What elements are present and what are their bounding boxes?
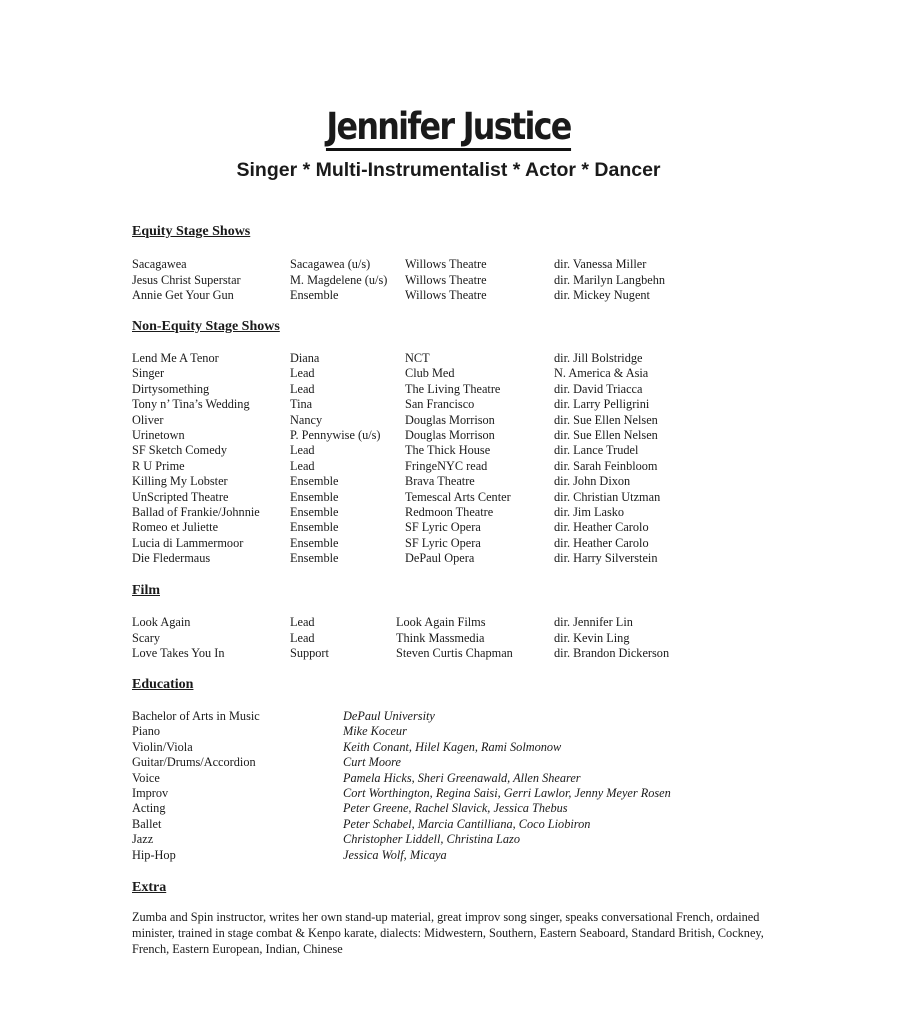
- section-title-equity: Equity Stage Shows: [132, 224, 251, 239]
- education-teacher: DePaul University: [343, 709, 435, 723]
- nonequity-row: [0, 351, 897, 366]
- education-subject: Guitar/Drums/Accordion: [132, 755, 256, 770]
- education-subject: Violin/Viola: [132, 739, 193, 754]
- education-row: [0, 801, 897, 816]
- nonequity-role: P. Pennywise (u/s): [290, 428, 381, 442]
- nonequity-venue: Club Med: [405, 366, 455, 381]
- education-subject: Piano: [132, 724, 161, 739]
- nonequity-venue: Brava Theatre: [405, 474, 475, 489]
- nonequity-director: dir. Sue Ellen Nelsen: [554, 428, 658, 442]
- nonequity-show: R U Prime: [132, 458, 185, 473]
- education-row: [0, 786, 897, 801]
- equity-row: [0, 288, 897, 303]
- nonequity-role: Ensemble: [290, 551, 339, 566]
- education-row: [0, 832, 897, 847]
- equity-role: Sacagawea (u/s): [290, 257, 371, 271]
- section-title-nonequity: Non-Equity Stage Shows: [132, 319, 280, 334]
- nonequity-director: N. America & Asia: [554, 366, 649, 381]
- nonequity-show: SF Sketch Comedy: [132, 443, 227, 458]
- education-teacher: Peter Schabel, Marcia Cantilliana, Coco Liobiron: [343, 816, 591, 831]
- nonequity-venue: San Francisco: [405, 397, 475, 412]
- education-row: [0, 724, 897, 739]
- education-teacher: Christopher Liddell, Christina Lazo: [343, 832, 520, 847]
- section-title-education: Education: [132, 677, 194, 692]
- nonequity-director: dir. Sue Ellen Nelsen: [554, 412, 658, 427]
- nonequity-row: [0, 474, 897, 489]
- equity-row: [0, 273, 897, 288]
- nonequity-show: Oliver: [132, 412, 164, 427]
- education-subject: Improv: [132, 786, 169, 800]
- equity-role: Ensemble: [290, 288, 339, 302]
- equity-venue: Willows Theatre: [405, 272, 487, 287]
- nonequity-row: [0, 490, 897, 505]
- nonequity-venue: Temescal Arts Center: [405, 489, 511, 504]
- nonequity-director: dir. Jill Bolstridge: [554, 351, 643, 365]
- nonequity-role: Lead: [290, 366, 315, 381]
- education-row: [0, 755, 897, 770]
- nonequity-director: dir. Heather Carolo: [554, 535, 649, 550]
- education-teacher: Curt Moore: [343, 755, 401, 770]
- education-row: [0, 817, 897, 832]
- nonequity-row: [0, 382, 897, 397]
- education-subject: Jazz: [132, 832, 154, 847]
- film-director: dir. Brandon Dickerson: [554, 646, 670, 660]
- nonequity-director: dir. Heather Carolo: [554, 520, 649, 535]
- equity-role: M. Magdelene (u/s): [290, 272, 388, 287]
- nonequity-row: [0, 551, 897, 566]
- nonequity-venue: NCT: [405, 351, 430, 365]
- equity-show: Jesus Christ Superstar: [132, 272, 241, 287]
- education-teacher: Mike Koceur: [343, 724, 407, 739]
- nonequity-row: [0, 520, 897, 535]
- nonequity-show: Romeo et Juliette: [132, 520, 219, 535]
- extra-text: Zumba and Spin instructor, writes her own stand-up material, great improv song singer, speaks conversational French, ordained minister, trained in stage combat & Kenpo karate, dialects: Midwestern, Southern, Eastern Seaboard, Standard British, Cockney, French, Eastern European, Indian, Chinese: [132, 910, 764, 956]
- nonequity-role: Ensemble: [290, 474, 339, 489]
- nonequity-role: Lead: [290, 381, 315, 396]
- equity-venue: Willows Theatre: [405, 257, 487, 271]
- nonequity-role: Diana: [290, 351, 320, 365]
- nonequity-show: Die Fledermaus: [132, 551, 211, 566]
- nonequity-role: Ensemble: [290, 505, 339, 519]
- equity-director: dir. Vanessa Miller: [554, 257, 647, 271]
- film-row: [0, 615, 897, 630]
- film-company: Steven Curtis Chapman: [396, 646, 513, 660]
- nonequity-venue: Douglas Morrison: [405, 412, 495, 427]
- film-title: Look Again: [132, 615, 191, 629]
- education-subject: Ballet: [132, 816, 162, 831]
- education-teacher: Keith Conant, Hilel Kagen, Rami Solmonow: [343, 739, 562, 754]
- nonequity-row: [0, 397, 897, 412]
- nonequity-role: Lead: [290, 443, 315, 458]
- education-row: [0, 709, 897, 724]
- nonequity-show: Tony n’ Tina’s Wedding: [132, 397, 250, 412]
- nonequity-show: Killing My Lobster: [132, 474, 228, 489]
- film-role: Lead: [290, 630, 315, 645]
- nonequity-show: UnScripted Theatre: [132, 489, 229, 504]
- nonequity-role: Ensemble: [290, 520, 339, 535]
- equity-show: Sacagawea: [132, 257, 187, 271]
- nonequity-venue: The Thick House: [405, 443, 491, 458]
- film-title: Scary: [132, 630, 160, 645]
- nonequity-director: dir. Harry Silverstein: [554, 551, 658, 566]
- nonequity-row: [0, 536, 897, 551]
- education-row: [0, 771, 897, 786]
- nonequity-row: [0, 505, 897, 520]
- film-company: Think Massmedia: [396, 630, 485, 645]
- equity-director: dir. Marilyn Langbehn: [554, 272, 665, 287]
- nonequity-role: Lead: [290, 458, 315, 473]
- education-teacher: Cort Worthington, Regina Saisi, Gerri Lawlor, Jenny Meyer Rosen: [343, 786, 671, 800]
- education-row: [0, 848, 897, 863]
- equity-show: Annie Get Your Gun: [132, 288, 234, 302]
- equity-venue: Willows Theatre: [405, 288, 487, 302]
- nonequity-show: Lend Me A Tenor: [132, 351, 219, 365]
- nonequity-venue: Redmoon Theatre: [405, 505, 494, 519]
- resume-tagline: Singer * Multi-Instrumentalist * Actor * Dancer: [236, 159, 661, 181]
- equity-director: dir. Mickey Nugent: [554, 288, 650, 302]
- film-row: [0, 631, 897, 646]
- education-subject: Hip-Hop: [132, 847, 176, 862]
- education-subject: Bachelor of Arts in Music: [132, 709, 260, 723]
- nonequity-role: Ensemble: [290, 535, 339, 550]
- film-role: Lead: [290, 615, 315, 629]
- film-title: Love Takes You In: [132, 646, 225, 660]
- film-role: Support: [290, 646, 329, 660]
- nonequity-venue: FringeNYC read: [405, 458, 488, 473]
- nonequity-venue: SF Lyric Opera: [405, 535, 481, 550]
- nonequity-show: Singer: [132, 366, 165, 381]
- nonequity-row: [0, 443, 897, 458]
- nonequity-role: Nancy: [290, 412, 323, 427]
- education-teacher: Peter Greene, Rachel Slavick, Jessica Thebus: [343, 801, 568, 816]
- nonequity-row: [0, 366, 897, 381]
- resume-name: Jennifer Justice: [63, 104, 834, 150]
- nonequity-venue: Douglas Morrison: [405, 428, 495, 442]
- nonequity-show: Lucia di Lammermoor: [132, 535, 244, 550]
- film-director: dir. Kevin Ling: [554, 630, 630, 645]
- film-director: dir. Jennifer Lin: [554, 615, 633, 629]
- education-teacher: Pamela Hicks, Sheri Greenawald, Allen Shearer: [343, 770, 581, 785]
- film-row: [0, 646, 897, 661]
- nonequity-show: Ballad of Frankie/Johnnie: [132, 505, 260, 519]
- nonequity-director: dir. Sarah Feinbloom: [554, 458, 658, 473]
- education-subject: Voice: [132, 770, 160, 785]
- nonequity-role: Tina: [290, 397, 313, 412]
- nonequity-venue: DePaul Opera: [405, 551, 475, 566]
- nonequity-venue: The Living Theatre: [405, 381, 501, 396]
- nonequity-director: dir. Larry Pelligrini: [554, 397, 650, 412]
- film-company: Look Again Films: [396, 615, 486, 629]
- nonequity-director: dir. Jim Lasko: [554, 505, 625, 519]
- nonequity-venue: SF Lyric Opera: [405, 520, 481, 535]
- section-title-extra: Extra: [132, 880, 167, 895]
- nonequity-row: [0, 413, 897, 428]
- nonequity-show: Urinetown: [132, 428, 185, 442]
- education-teacher: Jessica Wolf, Micaya: [343, 847, 447, 862]
- nonequity-show: Dirtysomething: [132, 381, 210, 396]
- nonequity-director: dir. David Triacca: [554, 381, 643, 396]
- nonequity-director: dir. Christian Utzman: [554, 489, 661, 504]
- education-subject: Acting: [132, 801, 166, 816]
- equity-row: [0, 257, 897, 272]
- section-title-film: Film: [132, 583, 160, 598]
- education-row: [0, 740, 897, 755]
- nonequity-director: dir. Lance Trudel: [554, 443, 639, 458]
- nonequity-row: [0, 428, 897, 443]
- nonequity-role: Ensemble: [290, 489, 339, 504]
- nonequity-director: dir. John Dixon: [554, 474, 631, 489]
- nonequity-row: [0, 459, 897, 474]
